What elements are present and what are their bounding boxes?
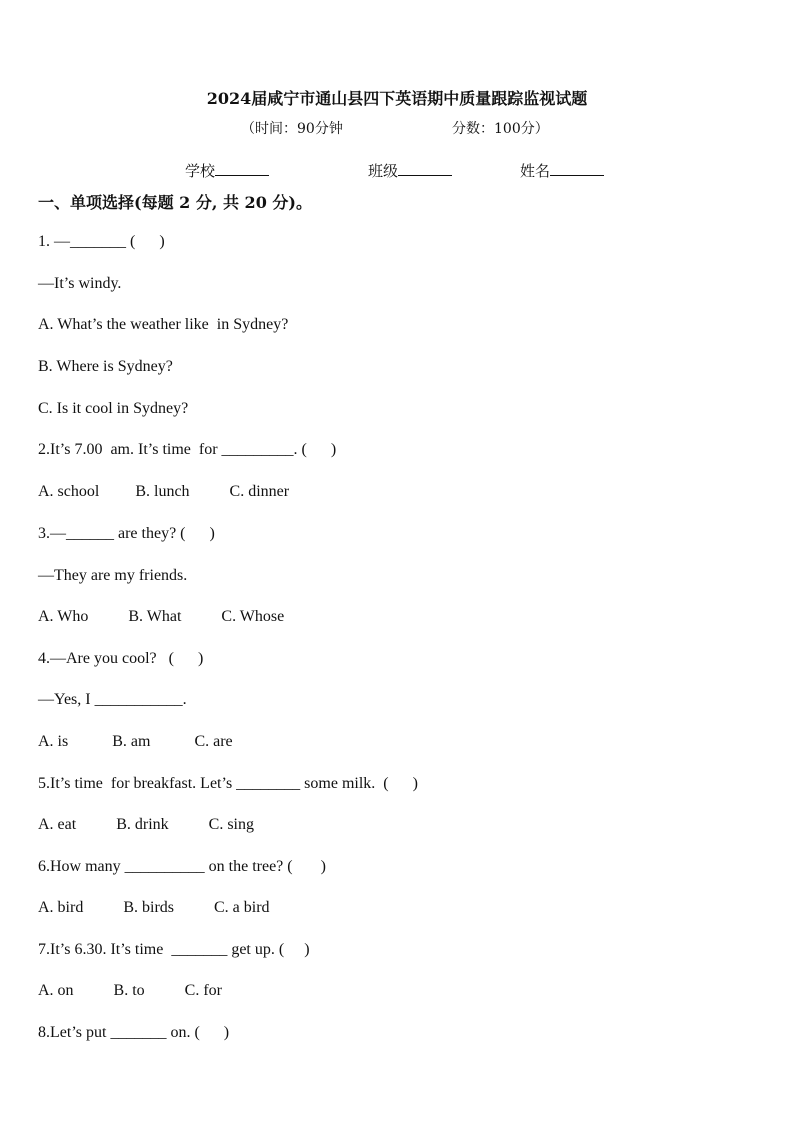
question-line: A. is B. am C. are [38,733,233,750]
question-line: 4.—Are you cool? ( ) [38,650,204,667]
school-blank[interactable] [215,161,269,176]
name-label: 姓名 [520,162,551,180]
school-label: 学校 [185,162,216,180]
question-line: 3.—______ are they? ( ) [38,525,215,542]
question-line: A. What’s the weather like in Sydney? [38,316,289,333]
question-line: 7.It’s 6.30. It’s time _______ get up. ( ) [38,941,310,958]
question-line: C. Is it cool in Sydney? [38,400,189,417]
question-line: A. school B. lunch C. dinner [38,483,290,500]
page-title: 2024届咸宁市通山县四下英语期中质量跟踪监视试题 [206,89,588,108]
question-line: 8.Let’s put _______ on. ( ) [38,1024,230,1041]
question-line: A. on B. to C. for [38,982,222,999]
school-field [185,160,269,181]
name-field [520,160,604,181]
question-line: —It’s windy. [38,275,122,292]
exam-time: （时间：90分钟 [241,121,343,137]
question-line: A. Who B. What C. Whose [38,608,285,625]
class-label: 班级 [368,162,399,180]
question-line: 6.How many __________ on the tree? ( ) [38,858,326,875]
name-blank[interactable] [550,161,604,176]
question-line: A. bird B. birds C. a bird [38,899,270,916]
exam-score: 分数：100分） [452,121,549,137]
question-line: —They are my friends. [38,567,188,584]
question-line: 5.It’s time for breakfast. Let’s ________ some milk. ( ) [38,775,418,792]
question-line: 1. —_______ ( ) [38,233,165,250]
section-title: 一、单项选择(每题 2 分, 共 20 分)。 [38,193,312,212]
question-line: —Yes, I ___________. [38,691,187,708]
class-field [368,160,452,181]
question-line: 2.It’s 7.00 am. It’s time for _________. ( ) [38,441,337,458]
question-line: A. eat B. drink C. sing [38,816,254,833]
question-line: B. Where is Sydney? [38,358,173,375]
class-blank[interactable] [398,161,452,176]
